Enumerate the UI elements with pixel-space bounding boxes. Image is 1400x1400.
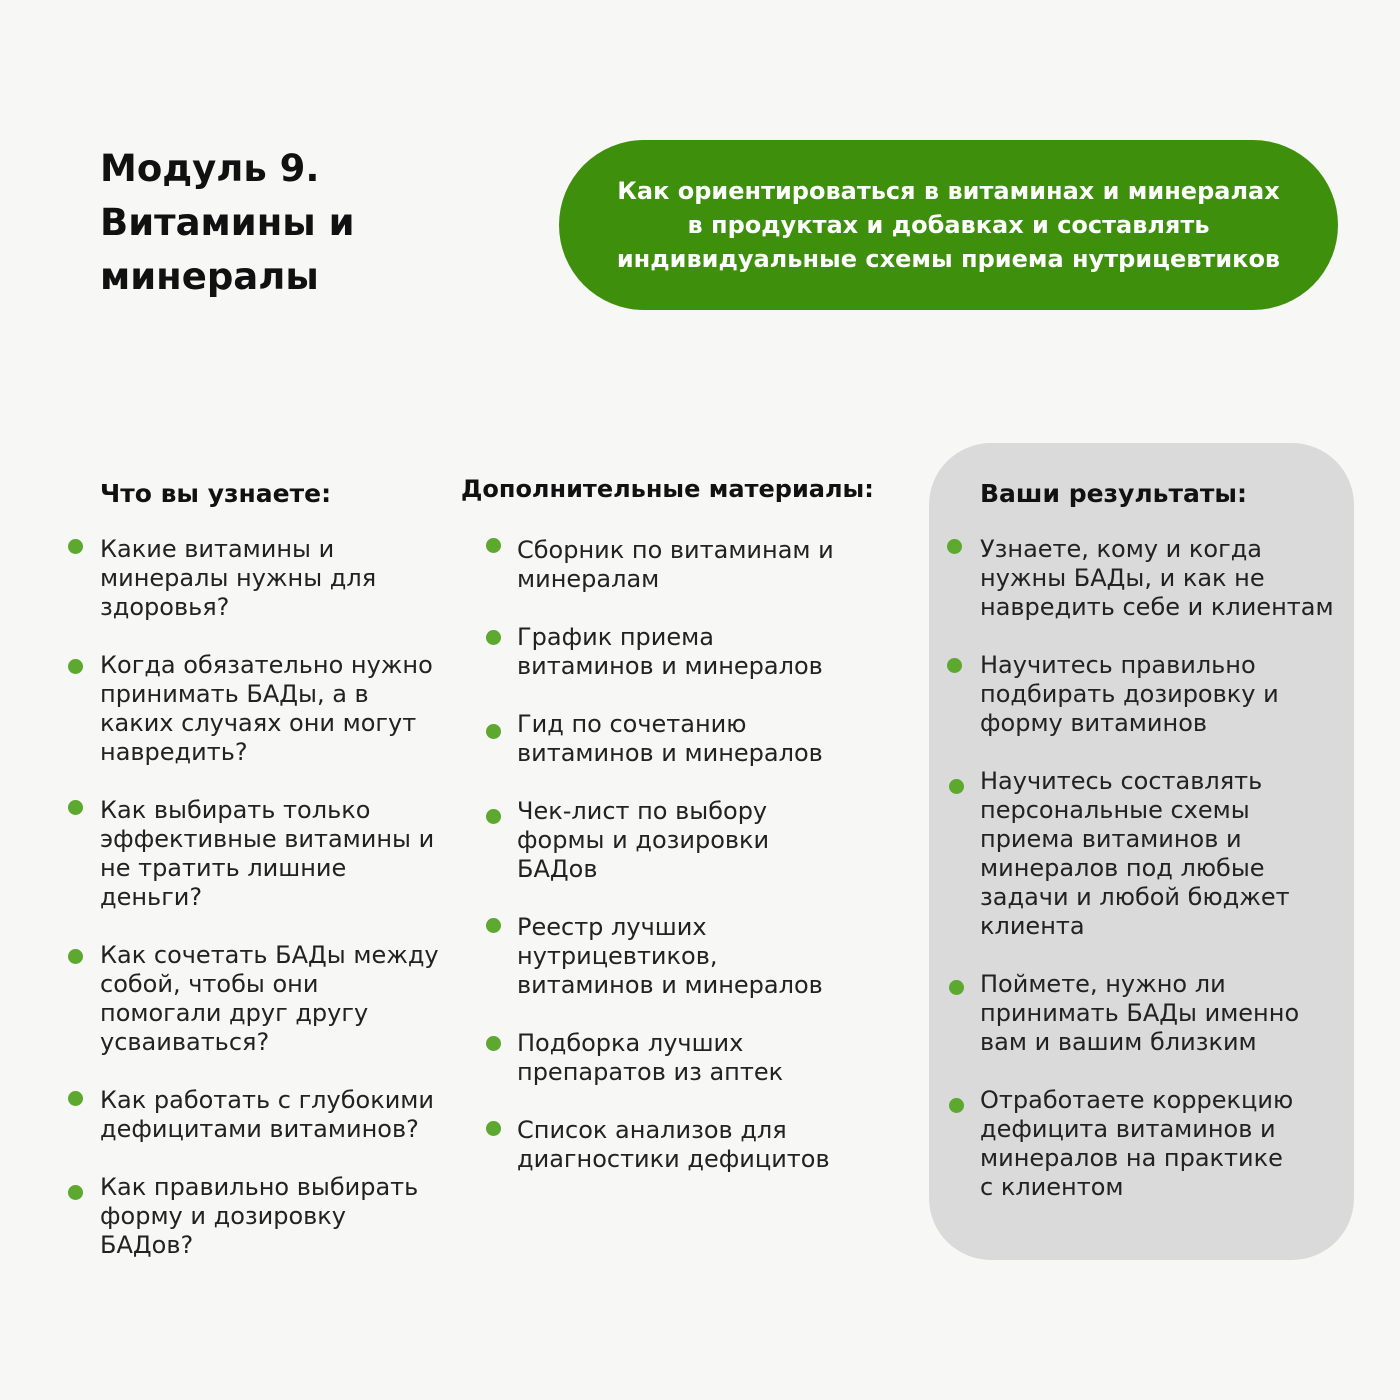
module-title-line: Витамины и — [100, 201, 355, 244]
bullet-icon — [947, 658, 962, 673]
bullet-icon — [486, 1121, 501, 1136]
materials-item: Подборка лучших препаратов из аптек — [517, 1029, 783, 1087]
materials-heading: Дополнительные материалы: — [461, 475, 874, 503]
materials-item: Чек-лист по выбору формы и дозировки БАДов — [517, 797, 769, 884]
materials-item: Сборник по витаминам и минералам — [517, 536, 834, 594]
learn-item: Как выбирать только эффективные витамины и не тратить лишние деньги? — [100, 796, 434, 912]
learn-heading: Что вы узнаете: — [100, 479, 332, 508]
results-item: Узнаете, кому и когда нужны БАДы, и как не навредить себе и клиентам — [980, 535, 1334, 622]
materials-item: Гид по сочетанию витаминов и минералов — [517, 710, 823, 768]
module-title — [100, 142, 520, 304]
module-description-banner — [559, 140, 1338, 310]
bullet-icon — [486, 538, 501, 553]
module-title-line: Модуль 9. — [100, 147, 320, 190]
module-title-line: минералы — [100, 255, 319, 298]
learn-item: Когда обязательно нужно принимать БАДы, а в каких случаях они могут навредить? — [100, 651, 433, 767]
bullet-icon — [486, 724, 501, 739]
results-item: Отработаете коррекцию дефицита витаминов и минералов на практике с клиентом — [980, 1086, 1293, 1202]
banner-line: в продуктах и добавках и составлять — [687, 211, 1210, 239]
bullet-icon — [68, 1091, 83, 1106]
bullet-icon — [68, 539, 83, 554]
bullet-icon — [949, 779, 964, 794]
learn-item: Как работать с глубокими дефицитами витаминов? — [100, 1086, 434, 1144]
bullet-icon — [68, 800, 83, 815]
results-item: Научитесь составлять персональные схемы приема витаминов и минералов под любые задачи и любой бюджет клиента — [980, 767, 1290, 941]
bullet-icon — [68, 659, 83, 674]
banner-line: Как ориентироваться в витаминах и минералах — [617, 177, 1280, 205]
results-heading: Ваши результаты: — [980, 479, 1247, 508]
bullet-icon — [949, 980, 964, 995]
bullet-icon — [949, 1098, 964, 1113]
bullet-icon — [68, 949, 83, 964]
banner-text — [617, 174, 1280, 276]
materials-item: Реестр лучших нутрицевтиков, витаминов и минералов — [517, 913, 823, 1000]
bullet-icon — [486, 1036, 501, 1051]
bullet-icon — [486, 630, 501, 645]
materials-item: График приема витаминов и минералов — [517, 623, 823, 681]
results-item: Научитесь правильно подбирать дозировку и форму витаминов — [980, 651, 1279, 738]
banner-line: индивидуальные схемы приема нутрицевтиков — [616, 245, 1281, 273]
bullet-icon — [68, 1185, 83, 1200]
learn-item: Какие витамины и минералы нужны для здоровья? — [100, 535, 376, 622]
bullet-icon — [947, 539, 962, 554]
materials-item: Список анализов для диагностики дефицитов — [517, 1116, 830, 1174]
learn-item: Как правильно выбирать форму и дозировку БАДов? — [100, 1173, 418, 1260]
results-item: Поймете, нужно ли принимать БАДы именно вам и вашим близким — [980, 970, 1299, 1057]
bullet-icon — [486, 918, 501, 933]
learn-item: Как сочетать БАДы между собой, чтобы они помогали друг другу усваиваться? — [100, 941, 439, 1057]
bullet-icon — [486, 809, 501, 824]
